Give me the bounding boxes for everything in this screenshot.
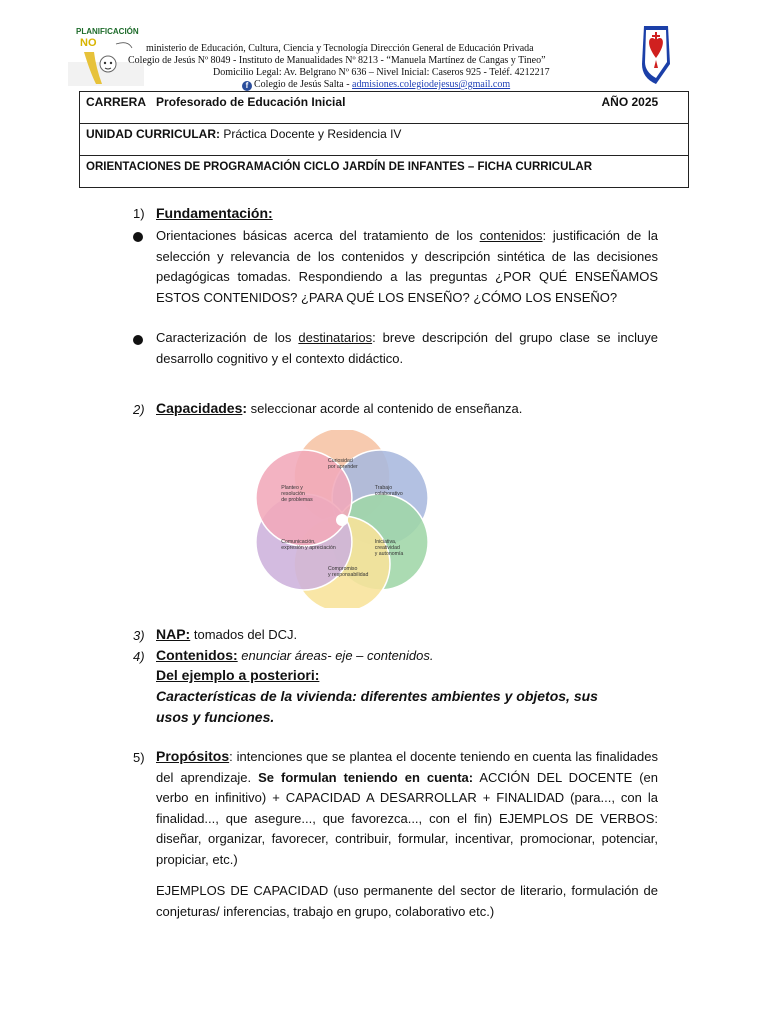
section-4-number: 4)	[133, 649, 145, 664]
section-2-number: 2)	[133, 402, 145, 417]
capacidades-text: seleccionar acorde al contenido de enseñanza.	[247, 401, 523, 416]
bullet-destinatarios	[156, 328, 658, 369]
curriculum-info-table	[79, 91, 689, 188]
section-2-line	[156, 400, 522, 416]
capacity-label-compromiso: Compromiso y responsabilidad	[328, 566, 369, 578]
carrera-cell	[80, 92, 689, 124]
diagram-center	[336, 514, 348, 526]
propositos-paragraph	[156, 746, 658, 870]
caracteristicas-line-2: usos y funciones.	[156, 709, 275, 725]
section-1-number: 1)	[133, 206, 145, 221]
email-link[interactable]: admisiones.colegiodejesus@gmail.com	[352, 79, 511, 90]
capacity-label-trabajo-colaborativo: Trabajo colaborativo	[374, 485, 403, 497]
header-school-line: Colegio de Jesús Nº 8049 - Instituto de Manualidades Nº 8213 - “Manuela Martínez de Cangas y Tineo”	[128, 55, 546, 66]
carrera-value: Profesorado de Educación Inicial	[156, 95, 346, 109]
header-contact-line	[242, 79, 510, 91]
capacity-label-curiosidad: Curiosidad por aprender	[328, 458, 358, 470]
table-row	[80, 156, 689, 188]
facebook-page-text: Colegio de Jesús Salta -	[254, 79, 353, 90]
propositos-bold: Se formulan teniendo en cuenta:	[258, 769, 474, 785]
ejemplo-heading: Del ejemplo a posteriori:	[156, 667, 320, 683]
propositos-text-b: ACCIÓN DEL DOCENTE (en verbo en infinitivo) + CAPACIDAD A DESARROLLAR + FINALIDAD (para..., con la finalidad..., que asegure..., que favorezca..., con el fin) EJEMPLOS DE VERBOS: diseñar, organizar, favorecer, contribuir, formular, incentivar, promocionar, potenciar, propiciar, etc.)	[156, 769, 658, 867]
contenidos-text: enunciar áreas- eje – contenidos.	[237, 648, 434, 663]
unidad-cell	[80, 124, 689, 156]
capacidades-heading: Capacidades	[156, 400, 243, 416]
section-1-title	[156, 205, 273, 221]
capacity-label-iniciativa: Iniciativa, creatividad y autonomía	[374, 539, 404, 557]
capacidades-colon: :	[242, 400, 248, 416]
section-3-line	[156, 626, 297, 642]
bullet-2-text-a: Caracterización de los	[156, 330, 299, 345]
bullet-icon	[133, 232, 143, 242]
bullet-contenidos	[156, 226, 658, 308]
anio-label: AÑO 2025	[601, 95, 659, 109]
header-address-line: Domicilio Legal: Av. Belgrano Nº 636 – Nivel Inicial: Caseros 925 - Teléf. 4212217	[213, 67, 550, 78]
caracteristicas-line-1: Características de la vivienda: diferentes ambientes y objetos, sus	[156, 688, 598, 704]
bullet-2-text-b: : breve descripción del grupo clase se incluye desarrollo cognitivo y el contexto didáctico.	[156, 330, 659, 366]
nap-text: tomados del DCJ.	[190, 627, 298, 642]
fundamentacion-heading: Fundamentación:	[156, 205, 273, 221]
svg-text:PLANIFICACIÓN: PLANIFICACIÓN	[76, 27, 139, 36]
unidad-label: UNIDAD CURRICULAR:	[86, 127, 220, 141]
table-row	[80, 92, 689, 124]
section-4-line	[156, 647, 434, 663]
section-5-number: 5)	[133, 750, 145, 765]
capacity-label-comunicacion: Comunicación, expresión y apreciación	[281, 539, 336, 551]
orientaciones-title: ORIENTACIONES DE PROGRAMACIÓN CICLO JARDÍN DE INFANTES – FICHA CURRICULAR	[86, 161, 593, 173]
header-ministry-line: ministerio de Educación, Cultura, Ciencia y Tecnología Dirección General de Educación Privada	[146, 43, 534, 54]
facebook-icon: f	[242, 81, 252, 91]
destinatarios-term: destinatarios	[298, 330, 373, 345]
section-3-number: 3)	[133, 628, 145, 643]
contenidos-term: contenidos	[479, 228, 543, 243]
capacity-label-planteo-problemas: Planteo y resolución de problemas	[281, 485, 313, 503]
svg-text:NO: NO	[80, 37, 97, 49]
table-row	[80, 124, 689, 156]
propositos-text-a: : intenciones que se plantea el docente teniendo en cuenta las finalidades del aprendizaje.	[156, 749, 658, 785]
contenidos-heading: Contenidos:	[156, 647, 238, 663]
school-crest	[614, 24, 698, 86]
capacidades-diagram	[244, 430, 440, 608]
propositos-heading: Propósitos	[156, 748, 230, 764]
carrera-label: CARRERA	[86, 95, 146, 109]
ejemplos-capacidad-paragraph: EJEMPLOS DE CAPACIDAD (uso permanente del sector de literario, formulación de conjeturas/ inferencias, trabajo en grupo, colaborativo etc.)	[156, 883, 658, 919]
unidad-value: Práctica Docente y Residencia IV	[223, 127, 402, 141]
bullet-1-text-b: : justificación de la selección y relevancia de los contenidos y descripción sintética de las decisiones pedagógicas tomadas. Respondiendo a las preguntas ¿POR QUÉ ENSEÑAMOS ESTOS CONTENIDOS? ¿PARA QUÉ LOS ENSEÑO? ¿CÓMO LOS ENSEÑO?	[156, 228, 659, 305]
bullet-1-text-a: Orientaciones básicas acerca del tratamiento de los	[156, 228, 480, 243]
bullet-icon	[133, 335, 143, 345]
nap-heading: NAP:	[156, 626, 191, 642]
orientaciones-cell	[80, 156, 689, 188]
